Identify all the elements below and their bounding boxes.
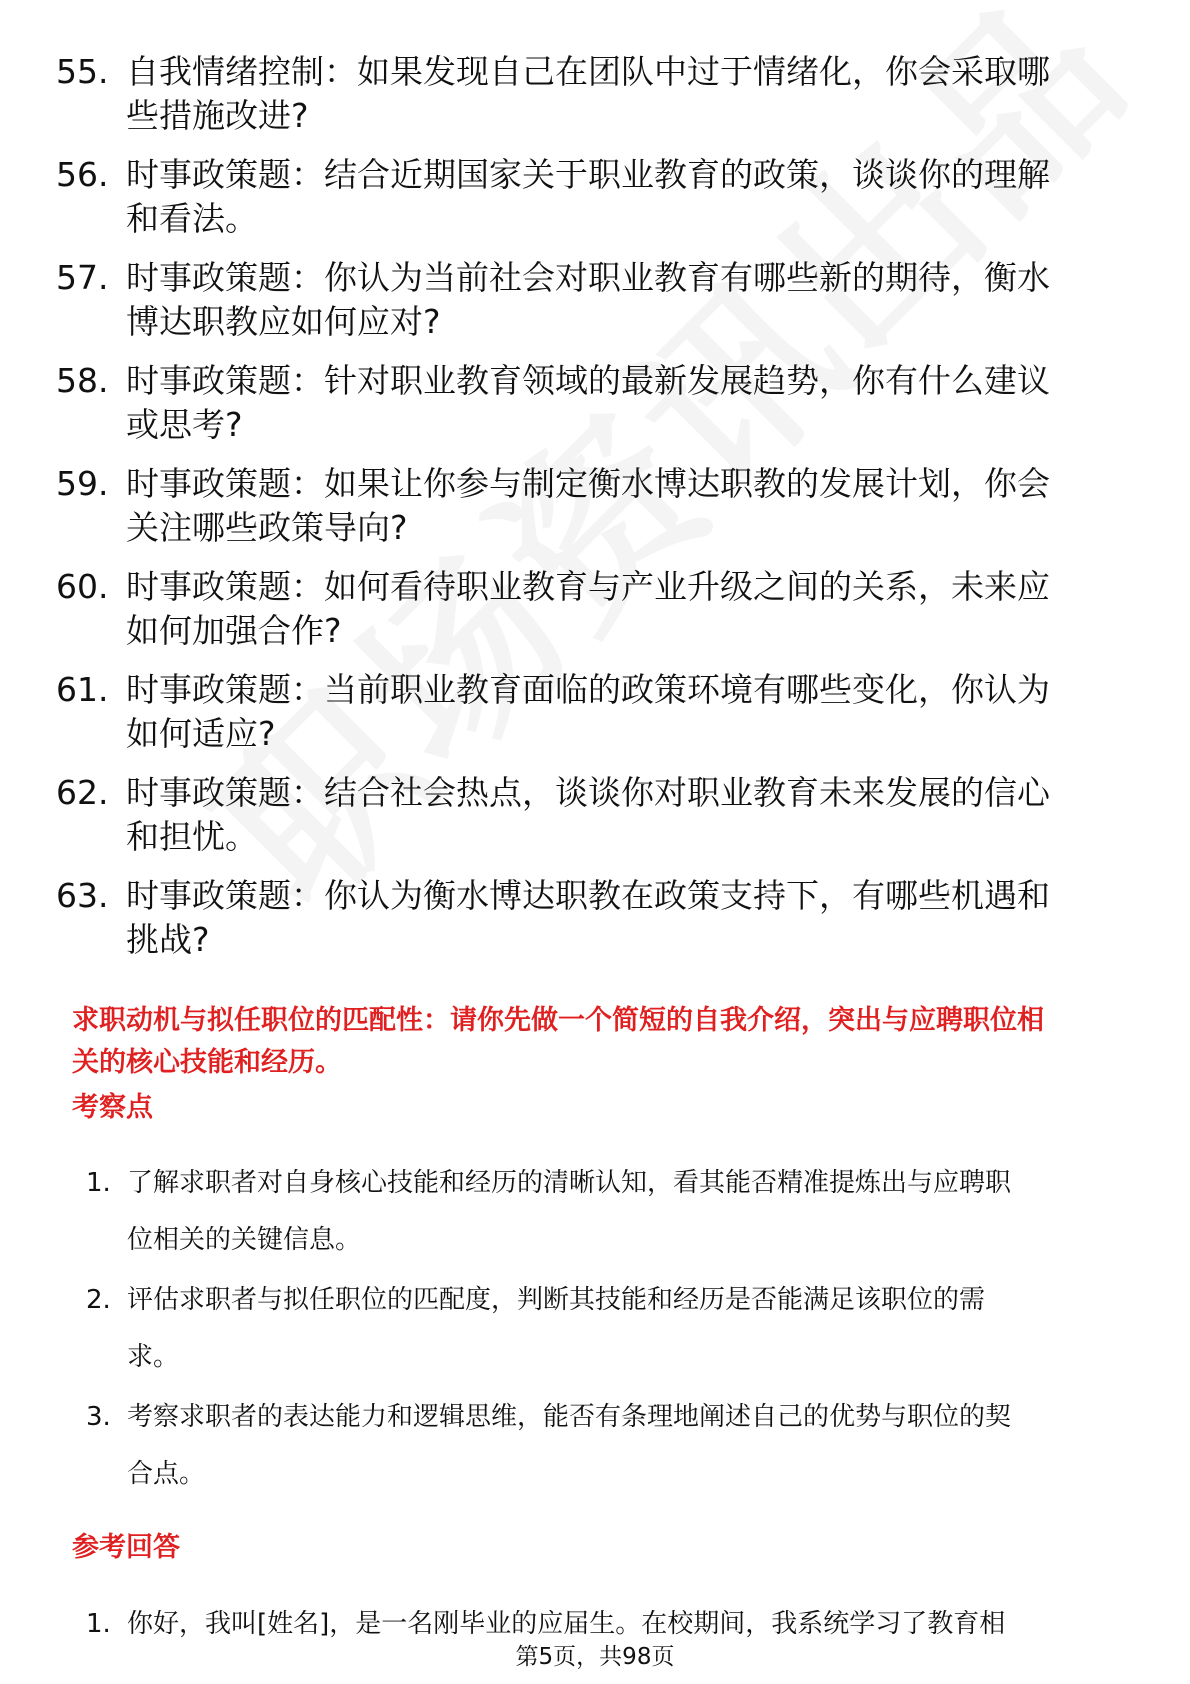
item-number: 59. — [56, 464, 109, 503]
item-text-line: 时事政策题：你认为当前社会对职业教育有哪些新的期待，衡水 — [126, 258, 1050, 297]
item-text-line: 时事政策题：结合社会热点，谈谈你对职业教育未来发展的信心 — [126, 773, 1050, 812]
item-number: 1. — [86, 1610, 111, 1639]
item-text-line: 和看法。 — [126, 199, 258, 238]
item-text-line: 时事政策题：结合近期国家关于职业教育的政策，谈谈你的理解 — [126, 155, 1050, 194]
item-text-line: 位相关的关键信息。 — [127, 1225, 362, 1255]
item-text-line: 和担忧。 — [126, 817, 258, 856]
item-text-line: 评估求职者与拟任职位的匹配度，判断其技能和经历是否能满足该职位的需 — [127, 1285, 986, 1315]
list-item — [56, 359, 1116, 447]
item-number: 55. — [56, 52, 109, 91]
item-text-line: 如何加强合作? — [126, 611, 342, 650]
reference-heading: 参考回答 — [72, 1532, 180, 1563]
item-text-line: 关注哪些政策导向? — [126, 508, 408, 547]
item-number: 1. — [86, 1168, 111, 1198]
list-item — [56, 153, 1116, 241]
item-text-line: 博达职教应如何应对? — [126, 302, 441, 341]
item-text-line: 些措施改进? — [126, 96, 309, 135]
page-number: 第5页，共98页 — [0, 1643, 1190, 1671]
item-text-line: 挑战? — [126, 920, 210, 959]
item-text-line: 合点。 — [127, 1459, 206, 1489]
assessment-heading: 考察点 — [72, 1092, 153, 1123]
item-number: 3. — [86, 1402, 111, 1432]
item-text-line: 自我情绪控制：如果发现自己在团队中过于情绪化，你会采取哪 — [126, 52, 1050, 91]
list-item — [56, 771, 1116, 859]
item-number: 62. — [56, 773, 109, 812]
item-text-line: 时事政策题：如何看待职业教育与产业升级之间的关系，未来应 — [126, 567, 1050, 606]
item-text-line: 时事政策题：你认为衡水博达职教在政策支持下，有哪些机遇和 — [126, 876, 1050, 915]
item-number: 57. — [56, 258, 109, 297]
item-number: 2. — [86, 1285, 111, 1315]
list-item — [56, 50, 1116, 138]
list-item — [56, 462, 1116, 550]
item-number: 58. — [56, 361, 109, 400]
item-text-line: 求。 — [127, 1342, 180, 1372]
item-text-line: 如何适应? — [126, 714, 276, 753]
section-heading-line: 求职动机与拟任职位的匹配性：请你先做一个简短的自我介绍，突出与应聘职位相 — [72, 1005, 1044, 1036]
section-heading-line: 关的核心技能和经历。 — [72, 1047, 342, 1078]
item-text-line: 你好，我叫[姓名]，是一名刚毕业的应届生。在校期间，我系统学习了教育相 — [127, 1610, 1006, 1639]
item-text-line: 或思考? — [126, 405, 243, 444]
list-item — [56, 565, 1116, 653]
item-number: 61. — [56, 670, 109, 709]
item-number: 63. — [56, 876, 109, 915]
list-item — [56, 874, 1116, 962]
item-number: 56. — [56, 155, 109, 194]
list-item — [72, 1272, 1122, 1386]
item-text-line: 考察求职者的表达能力和逻辑思维，能否有条理地阐述自己的优势与职位的契 — [127, 1402, 1012, 1432]
item-number: 60. — [56, 567, 109, 606]
item-text-line: 时事政策题：当前职业教育面临的政策环境有哪些变化，你认为 — [126, 670, 1050, 709]
assessment-points — [72, 1155, 1122, 1506]
list-item — [56, 256, 1116, 344]
item-text-line: 时事政策题：针对职业教育领域的最新发展趋势，你有什么建议 — [126, 361, 1050, 400]
item-text-line: 时事政策题：如果让你参与制定衡水博达职教的发展计划，你会 — [126, 464, 1050, 503]
item-text-line: 了解求职者对自身核心技能和经历的清晰认知，看其能否精准提炼出与应聘职 — [127, 1168, 1012, 1198]
list-item — [72, 1389, 1122, 1503]
list-item — [72, 1155, 1122, 1269]
list-item — [56, 668, 1116, 756]
reference-answer — [72, 1610, 1122, 1640]
section-heading — [72, 1000, 1122, 1084]
question-list — [56, 50, 1116, 977]
list-item — [72, 1610, 1122, 1640]
